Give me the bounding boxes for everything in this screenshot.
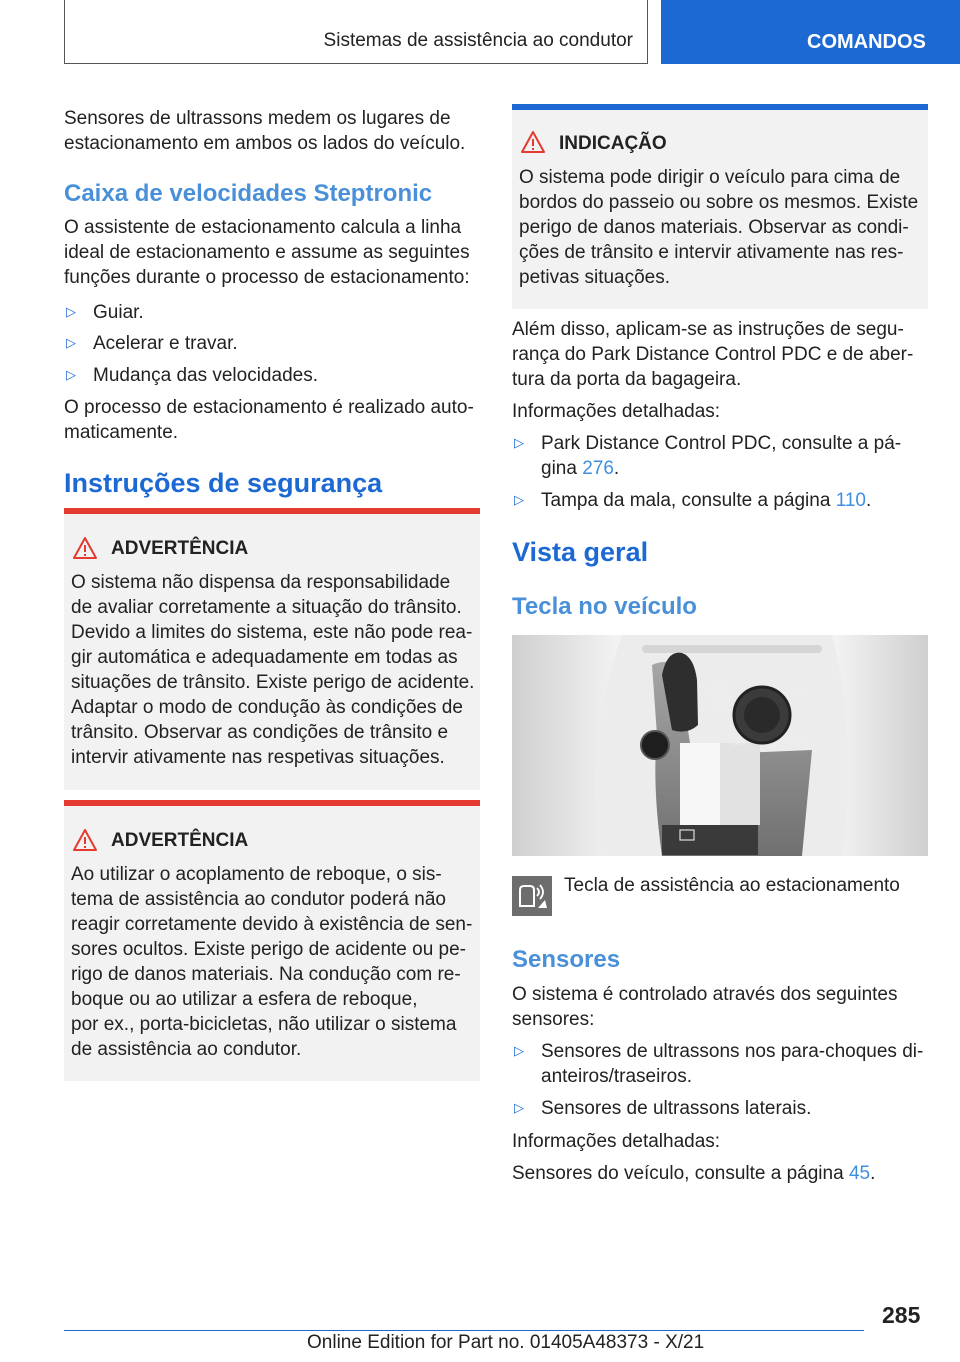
also-line-3: tura da porta da bagageira. (512, 369, 742, 390)
function-bullet-2: Acelerar e travar. (93, 333, 238, 354)
photo-label-media: MEDIA (710, 687, 726, 693)
footer-edition: Online Edition for Part no. 01405A48373 - X/21 (307, 1332, 705, 1353)
ref-trunk: Tampa da mala, consulte a página 110. (541, 490, 872, 511)
button-caption: Tecla de assistência ao estacionamento (564, 875, 900, 896)
also-line-1: Além disso, aplicam-se as instruções de segu‐ (512, 319, 904, 340)
note-line: ções de trânsito e intervir ativamente nas res‐ (519, 242, 904, 263)
bullet-marker: ▷ (514, 1100, 524, 1115)
photo-label-com: COM (712, 703, 724, 709)
heading-overview: Vista geral (512, 537, 649, 567)
details-label: Informações detalhadas: (512, 401, 721, 422)
header-section-box (64, 0, 648, 64)
warning-line: rigo de danos materiais. Na condução com re‐ (71, 964, 461, 985)
warning-line: situações de trânsito. Existe perigo de acidente. (71, 672, 475, 693)
auto-line-1: O processo de estacionamento é realizado auto‐ (64, 397, 474, 418)
sensors-line-1: O sistema é controlado através dos seguintes (512, 984, 898, 1005)
heading-sensors: Sensores (512, 946, 621, 973)
warning-line: por ex., porta-bicicletas, não utilizar o sistema (71, 1014, 457, 1035)
note-line: O sistema pode dirigir o veículo para cima de (519, 167, 901, 188)
warning-triangle-icon (72, 536, 98, 560)
bullet-marker: ▷ (66, 367, 76, 382)
bullet-marker: ▷ (66, 335, 76, 350)
warning-line: intervir ativamente nas respetivas situações. (71, 747, 445, 768)
warning-bar (64, 800, 480, 806)
park-assist-icon (512, 876, 552, 916)
also-line-2: rança do Park Distance Control PDC e de aber‐ (512, 344, 914, 365)
details-label-2: Informações detalhadas: (512, 1131, 721, 1152)
warning-line: tema de assistência ao condutor poderá não (71, 889, 446, 910)
page-link-45[interactable]: 45 (848, 1163, 871, 1184)
heading-button: Tecla no veículo (512, 593, 697, 620)
note-bar (512, 104, 928, 110)
auto-line-2: maticamente. (64, 422, 179, 443)
warning-triangle-icon (72, 828, 98, 852)
header-chapter-label: COMANDOS (807, 31, 926, 53)
note-line: perigo de danos materiais. Observar as condi‐ (519, 217, 909, 238)
sensor-bullet-1-line-1: Sensores de ultrassons nos para-choques di‐ (541, 1041, 924, 1062)
warning-line: sores ocultos. Existe perigo de acidente ou pe‐ (71, 939, 467, 960)
note-title: INDICAÇÃO (559, 133, 667, 154)
photo-label-back: BACK (732, 741, 746, 747)
bullet-marker: ▷ (514, 492, 524, 507)
page-link-110[interactable]: 110 (835, 490, 866, 511)
note-line: bordos do passeio ou sobre os mesmos. Existe (519, 192, 919, 213)
bullet-marker: ▷ (66, 304, 76, 319)
ref-pdc-line-2: gina 276. (541, 458, 620, 479)
page-number: 285 (882, 1302, 921, 1328)
function-bullet-1: Guiar. (93, 302, 144, 323)
photo-label-nav: NAV (795, 691, 805, 697)
bullet-marker: ▷ (514, 435, 524, 450)
warning-line: Ao utilizar o acoplamento de reboque, o sis‐ (71, 864, 442, 885)
footer-rule (64, 1330, 864, 1331)
intro-line-1: Sensores de ultrassons medem os lugares de (64, 108, 451, 129)
warning-line: gir automática e adequadamente em todas as (71, 647, 458, 668)
warning-line: de avaliar corretamente a situação do trânsito. (71, 597, 462, 618)
warning-line: Devido a limites do sistema, este não pode rea‐ (71, 622, 473, 643)
warning-line: de assistência ao condutor. (71, 1039, 302, 1060)
sensor-bullet-1-line-2: anteiros/traseiros. (541, 1066, 693, 1087)
intro-line-2: estacionamento em ambos os lados do veículo. (64, 133, 466, 154)
warning-line: trânsito. Observar as condições de trânsito e (71, 722, 449, 743)
warning-box-1 (64, 508, 480, 790)
heading-safety: Instruções de segurança (64, 468, 383, 498)
header-section-title: Sistemas de assistência ao condutor (323, 30, 633, 51)
vehicle-sensors-ref: Sensores do veículo, consulte a página 45. (512, 1163, 876, 1184)
note-box (512, 104, 928, 309)
heading-steptronic: Caixa de velocidades Steptronic (64, 180, 433, 207)
steptronic-line-1: O assistente de estacionamento calcula a linha (64, 217, 462, 238)
warning-line: reagir corretamente devido à existência de sen‐ (71, 914, 473, 935)
steptronic-line-2: ideal de estacionamento e assume as seguintes (64, 242, 470, 263)
note-line: petivas situações. (519, 267, 671, 288)
warning-line: O sistema não dispensa da responsabilidade (71, 572, 451, 593)
warning-title: ADVERTÊNCIA (111, 538, 249, 559)
warning-bar (64, 508, 480, 514)
center-console-photo (512, 635, 928, 856)
ref-pdc-line-1: Park Distance Control PDC, consulte a pá‐ (541, 433, 902, 454)
warning-triangle-icon (520, 130, 546, 154)
page-link-276[interactable]: 276 (582, 458, 614, 479)
photo-label-option: OPTION (784, 741, 804, 747)
function-bullet-3: Mudança das velocidades. (93, 365, 318, 386)
warning-line: Adaptar o modo de condução às condições de (71, 697, 463, 718)
warning-box-2 (64, 800, 480, 1081)
bullet-marker: ▷ (514, 1043, 524, 1058)
sensor-bullet-2: Sensores de ultrassons laterais. (541, 1098, 812, 1119)
steptronic-line-3: funções durante o processo de estacionamento: (64, 267, 470, 288)
sensors-line-2: sensores: (512, 1009, 595, 1030)
header-chapter-tab[interactable] (661, 0, 960, 64)
warning-title: ADVERTÊNCIA (111, 830, 249, 851)
warning-line: boque ou ao utilizar a esfera de reboque, (71, 989, 418, 1010)
